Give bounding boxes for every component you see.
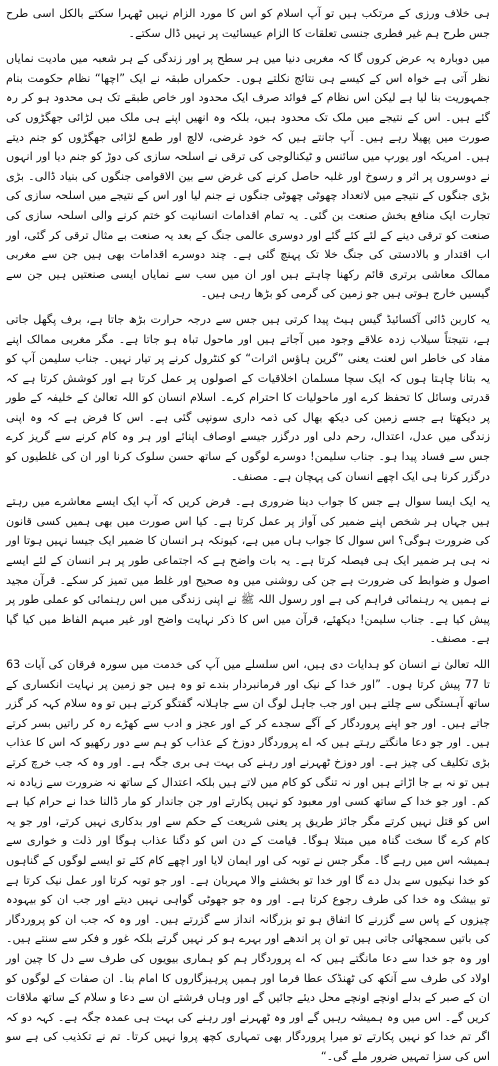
article-paragraph: یہ کاربن ڈائی آکسائیڈ گیس ہیٹ پیدا کرتی ہیں جس سے درجہ حرارت بڑھ جاتا ہے، برف پگھل جاتی ہے، نتیجتاً سیلاب زدہ علاقے وجود میں آجاتے ہیں اور ماحول تباہ ہو جاتا ہے۔ مگر مغربی ممالک اپنے مفاد کی خاطر اس لعنت یعنی ”گرین ہاؤس اثرات“ کو کنٹرول کرنے پر تیار نہیں۔ جناب سلیمن آپ کو یہ بتانا چاہتا ہوں کہ ایک سچا مسلمان اخلاقیات کے اصولوں پر عمل کرتا ہے اور کوشش کرتا ہے کہ قدرتی وسائل کا تحفظ کرے اور ماحولیات کا احترام کرے۔ اسلام انسان کو اللہ تعالیٰ کے خلیفہ کے طور پر دیکھتا ہے جسے زمین کی دیکھ بھال کی ذمہ داری سونپی گئی ہے۔ اس کا فرض ہے کہ وہ اپنی زندگی میں عدل، اعتدال، رحم دلی اور درگزر جیسے اوصاف اپنائے اور ہر وہ کام کرنے سے گریز کرے جس سے فساد پیدا ہو۔ جناب سلیمن! دوسرے لوگوں کے ساتھ حسن سلوک کرنا اور ان کی غلطیوں کو درگزر کرنا ہی ایک اچھے انسان کی پہچان ہے۔ مصنف۔	[6, 312, 490, 483]
article-paragraph: اللہ تعالیٰ نے انسان کو ہدایات دی ہیں، اس سلسلے میں آپ کی خدمت میں سورہ فرقان کی آیات 63 تا 77 پیش کرتا ہوں۔ ”اور خدا کے نیک اور فرمانبردار بندے تو وہ ہیں جو زمین پر نہایت انکساری کے ساتھ آہستگی سے چلتے ہیں اور جب جاہل لوگ ان سے جاہلانہ گفتگو کرتے ہیں تو وہ سلام کہہ کر گزر جاتے ہیں۔ اور جو اپنے پروردگار کے آگے سجدے کر کے اور عجز و ادب سے کھڑے رہ کر راتیں بسر کرتے ہیں۔ اور جو دعا مانگتے رہتے ہیں کہ اے پروردگار دوزخ کے عذاب کو ہم سے دور رکھیو کہ اس کا عذاب بڑی تکلیف کی چیز ہے۔ اور دوزخ ٹھہرنے اور رہنے کی بہت ہی بری جگہ ہے۔ اور وہ کہ جب خرچ کرتے ہیں تو نہ بے جا اڑاتے ہیں اور نہ تنگی کو کام میں لاتے ہیں بلکہ اعتدال کے ساتھ نہ ضرورت سے زیادہ نہ کم۔ اور جو خدا کے ساتھ کسی اور معبود کو نہیں پکارتے اور جن جاندار کو مار ڈالنا خدا نے حرام کیا ہے اس کو قتل نہیں کرتے مگر جائز طریق پر یعنی شریعت کے حکم سے اور بدکاری نہیں کرتے، اور جو یہ کام کرے گا سخت گناہ میں مبتلا ہوگا۔ قیامت کے دن اس کو دگنا عذاب ہوگا اور ذلت و خواری سے ہمیشہ اس میں رہے گا۔ مگر جس نے توبہ کی اور ایمان لایا اور اچھے کام کئے تو ایسے لوگوں کے گناہوں کو خدا نیکیوں سے بدل دے گا اور خدا تو بخشنے والا مہربان ہے۔ اور جو توبہ کرتا اور عمل نیک کرتا ہے تو بیشک وہ خدا کی طرف رجوع کرتا ہے۔ اور وہ جو جھوٹی گواہی نہیں دیتے اور جب ان کو بیہودہ چیزوں کے پاس سے گزرنے کا اتفاق ہو تو بزرگانہ انداز سے گزرتے ہیں۔ اور وہ کہ جب ان کو پروردگار کی باتیں سمجھائی جاتی ہیں تو ان پر اندھے اور بہرے ہو کر نہیں گرتے بلکہ غور و فکر سے سنتے ہیں۔ اور وہ جو خدا سے دعا مانگتے ہیں کہ اے پروردگار ہم کو ہماری بیویوں کی طرف سے دل کا چین اور اولاد کی طرف سے آنکھ کی ٹھنڈک عطا فرما اور ہمیں پرہیزگاروں کا امام بنا۔ ان صفات کے لوگوں کو ان کے صبر کے بدلے اونچے اونچے محل دیئے جائیں گے اور وہاں فرشتے ان سے دعا و سلام کے ساتھ ملاقات کریں گے۔ اس میں وہ ہمیشہ رہیں گے اور وہ ٹھہرنے اور رہنے کی بہت ہی عمدہ جگہ ہے۔ کہہ دو کہ اگر تم خدا کو نہیں پکارتے تو میرا پروردگار بھی تمہاری کچھ پروا نہیں کرتا۔ تم نے تکذیب کی ہے سو اس کی سزا تمہیں ضرور ملے گی۔“	[6, 658, 490, 1063]
article-paragraph: ہی خلاف ورزی کے مرتکب ہیں تو آپ اسلام کو اس کا مورد الزام نہیں ٹھہرا سکتے بالکل اسی طرح جس طرح ہم غیر فطری جنسی تعلقات کا الزام عیسائیت پر نہیں ڈال سکتے۔	[6, 7, 490, 40]
article-paragraph: میں دوبارہ یہ عرض کروں گا کہ مغربی دنیا میں ہر سطح پر اور زندگی کے ہر شعبہ میں مادیت نمایاں نظر آتی ہے خواہ اس کے کیسے ہی نتائج نکلتے ہوں۔ حکمراں طبقہ نے ایک ”اچھا“ نظام حکومت بنام جمہوریت بنا لیا ہے لیکن اس نظام کے فوائد صرف ایک محدود اور خاص طبقے تک ہی محدود ہو کر رہ گئے ہیں۔ اس کے نتیجے میں ملک تک محدود ہیں، بلکہ وہ انھیں اپنے ہی ملک میں لڑائی جھگڑوں کی صورت میں پھیلا رہے ہیں۔ آپ جانتے ہیں کہ خود غرضی، لالچ اور طمع لڑائی جھگڑوں کو جنم دیتے ہیں۔ امریکہ اور یورپ میں سائنس و ٹیکنالوجی کی ترقی نے اسلحہ سازی کی دوڑ کو جنم دیا اور انہوں نے دوسروں پر اثر و رسوخ اور غلبہ حاصل کرنے کی غرض سے بین الاقوامی جنگوں کی بنیاد ڈالی۔ بڑی بڑی جنگوں کے نتیجے میں لاتعداد چھوٹی چھوٹی جنگوں نے جنم لیا اور اس کے نتیجے میں اسلحہ سازی کی تجارت ایک منافع بخش صنعت بن گئی۔ یہ تمام اقدامات انسانیت کو ختم کرنے والی اسلحہ سازی کی صنعت کو ترقی دینے کے لئے کئے گئے اور دوسری عالمی جنگ کے بعد یہ صنعت بے مثال ترقی کر گئی، اور اب اقتدار و بالادستی کی جنگ خلا تک پہنچ گئی ہے۔ چند دوسرے اقدامات بھی ہیں جن سے مغربی ممالک معاشی برتری قائم رکھنا چاہتے ہیں اور ان میں سب سے نمایاں ایسی صنعتیں ہیں جن سے گیسیں خارج ہوتی ہیں جو زمین کی گرمی کو بڑھا رہی ہیں۔	[6, 52, 490, 301]
article-paragraph: یہ ایک ایسا سوال ہے جس کا جواب دینا ضروری ہے۔ فرض کریں کہ آپ ایک ایسے معاشرے میں رہتے ہیں جہاں ہر شخص اپنے ضمیر کی آواز پر عمل کرتا ہے۔ کیا اس صورت میں بھی ہمیں کسی قانون کی ضرورت ہوگی؟ اس سوال کا جواب ہاں میں ہے، کیونکہ ہر انسان کا ضمیر ایک جیسا نہیں ہوتا اور نہ ہی ہر ضمیر ایک ہی فیصلہ کرتا ہے۔ یہ بات واضح ہے کہ اجتماعی طور پر ہر انسان کے لئے ایسے اصول و ضوابط کی ضرورت ہے جن کی روشنی میں وہ صحیح اور غلط میں تمیز کر سکے۔ قرآن مجید نے ہمیں یہ رہنمائی فراہم کی ہے اور رسول اللہ ﷺ نے اپنی زندگی میں اس رہنمائی کو عملی طور پر پیش کیا ہے۔ جناب سلیمن! دیکھئے، قرآن میں اس کا ذکر نہایت واضح اور غیر مبہم الفاظ میں کیا گیا ہے۔ مصنف۔	[6, 495, 490, 646]
